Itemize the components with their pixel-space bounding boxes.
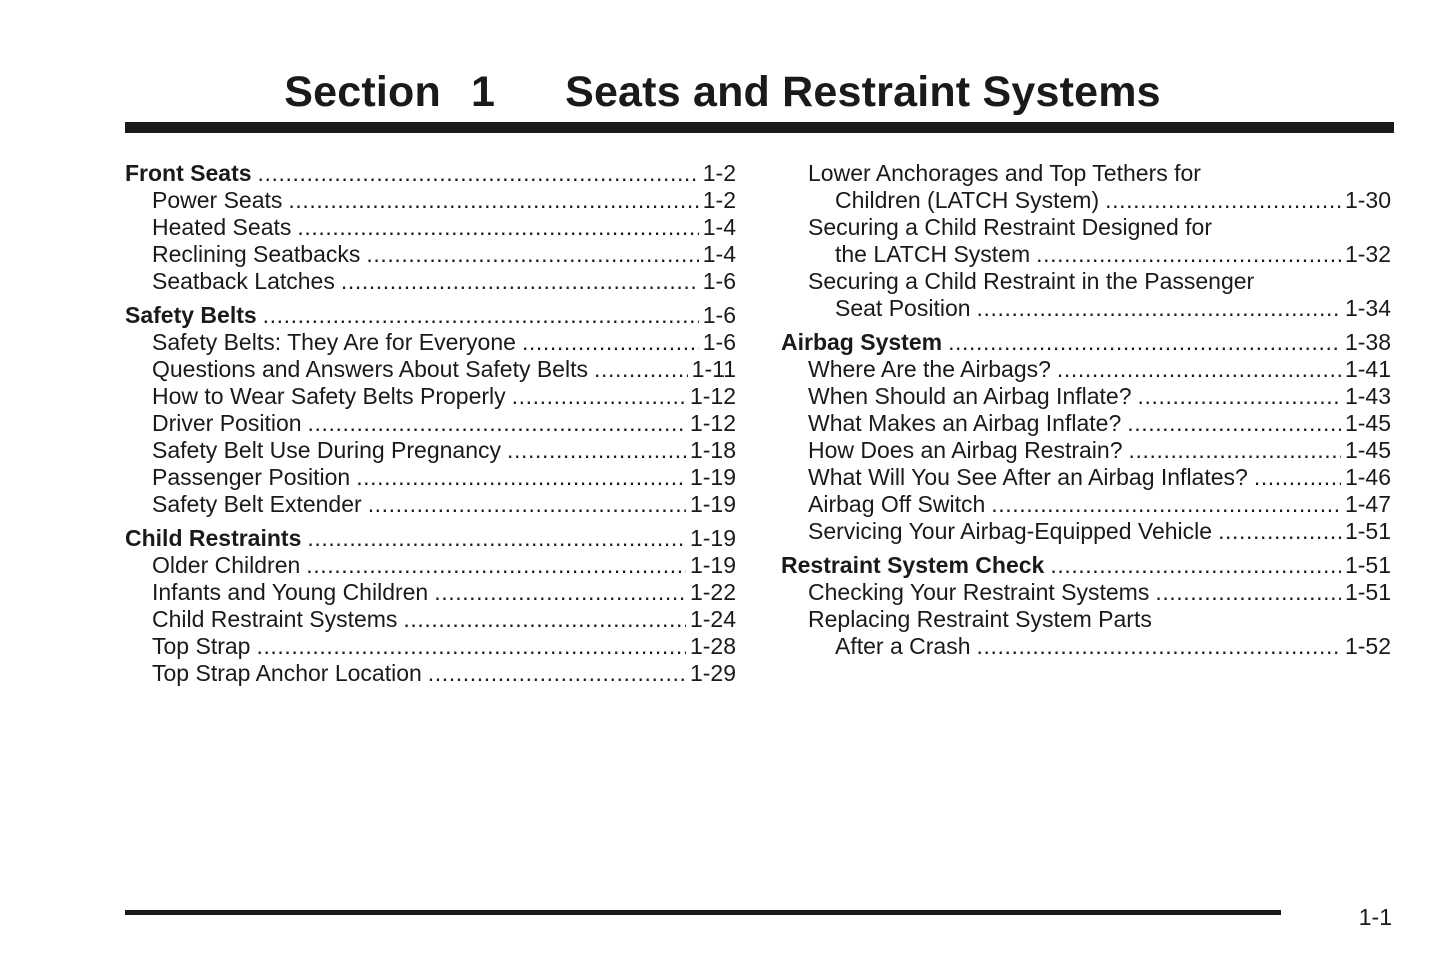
dot-leader: [434, 577, 686, 607]
dot-leader: [428, 658, 686, 688]
toc-page-ref: 1-4: [702, 214, 736, 240]
toc-entry-label: How Does an Airbag Restrain?: [808, 437, 1123, 463]
toc-heading-entry[interactable]: [125, 523, 736, 550]
dot-leader: [263, 300, 699, 330]
dot-leader: [306, 550, 686, 580]
toc-entry[interactable]: [125, 327, 736, 354]
toc-left-column: [125, 158, 736, 692]
toc-page-ref: 1-51: [1344, 579, 1391, 605]
dot-leader: [1218, 516, 1341, 546]
toc-section-restraint-system-check: [781, 550, 1391, 658]
toc-page-ref: 1-19: [689, 491, 736, 517]
toc-section-airbag-system: [781, 327, 1391, 543]
toc-page-ref: 1-34: [1344, 295, 1391, 321]
toc-entry[interactable]: [781, 462, 1391, 489]
toc-entry[interactable]: [125, 239, 736, 266]
toc-heading-entry[interactable]: [125, 158, 736, 185]
dot-leader: [991, 489, 1341, 519]
toc-page-ref: 1-51: [1344, 518, 1391, 544]
toc-entry-label: Securing a Child Restraint in the Passenger: [808, 268, 1255, 294]
toc-heading: Restraint System Check: [781, 552, 1045, 578]
toc-entry[interactable]: [125, 435, 736, 462]
dot-leader: [308, 408, 686, 438]
toc-entry-label: Heated Seats: [152, 214, 292, 240]
toc-page-ref: 1-2: [702, 187, 736, 213]
toc-entry[interactable]: [781, 516, 1391, 543]
dot-leader: [1129, 435, 1341, 465]
page-number: 1-1: [1358, 904, 1392, 930]
toc-page-ref: 1-45: [1344, 437, 1391, 463]
toc-entry-label: Top Strap Anchor Location: [152, 660, 422, 686]
toc-entry-label: Power Seats: [152, 187, 283, 213]
toc-heading: Front Seats: [125, 160, 252, 186]
toc-page-ref: 1-12: [689, 383, 736, 409]
toc-entry-label: Replacing Restraint System Parts: [808, 606, 1152, 632]
toc-entry-label: What Will You See After an Airbag Inflates?: [808, 464, 1248, 490]
toc-entry-label: Child Restraint Systems: [152, 606, 398, 632]
section-title: [0, 64, 1445, 120]
toc-entry-continuation[interactable]: [781, 239, 1391, 266]
toc-entry[interactable]: [125, 577, 736, 604]
dot-leader: [1155, 577, 1341, 607]
section-name: Seats and Restraint Systems: [565, 68, 1161, 116]
toc-entry[interactable]: [125, 354, 736, 381]
toc-section-safety-belts: [125, 300, 736, 516]
toc-page-ref: 1-52: [1344, 633, 1391, 659]
toc-heading: Airbag System: [781, 329, 943, 355]
toc-page-ref: 1-30: [1344, 187, 1391, 213]
toc-page-ref: 1-2: [702, 160, 736, 186]
toc-page-ref: 1-24: [689, 606, 736, 632]
toc-entry[interactable]: [125, 631, 736, 658]
toc-page-ref: 1-19: [689, 552, 736, 578]
toc-entry-label: Securing a Child Restraint Designed for: [808, 214, 1212, 240]
footer-rule: [125, 910, 1281, 915]
toc-entry-continuation[interactable]: [781, 185, 1391, 212]
toc-entry[interactable]: [781, 408, 1391, 435]
dot-leader: [356, 462, 686, 492]
toc-page-ref: 1-29: [689, 660, 736, 686]
toc-entry[interactable]: [125, 489, 736, 516]
toc-entry-first-line[interactable]: [781, 212, 1391, 239]
dot-leader: [948, 327, 1341, 357]
toc-entry-label: Safety Belts: They Are for Everyone: [152, 329, 516, 355]
toc-page-ref: 1-22: [689, 579, 736, 605]
title-rule: [125, 122, 1394, 133]
toc-entry-label: How to Wear Safety Belts Properly: [152, 383, 506, 409]
toc-entry[interactable]: [125, 658, 736, 685]
toc-entry[interactable]: [781, 381, 1391, 408]
toc-page-ref: 1-11: [691, 356, 736, 382]
toc-page-ref: 1-18: [689, 437, 736, 463]
dot-leader: [256, 631, 686, 661]
toc-page-ref: 1-32: [1344, 241, 1391, 267]
dot-leader: [297, 212, 698, 242]
toc-entry[interactable]: [781, 577, 1391, 604]
toc-entry[interactable]: [125, 266, 736, 293]
dot-leader: [1105, 185, 1341, 215]
toc-entry[interactable]: [125, 604, 736, 631]
toc-entry[interactable]: [125, 550, 736, 577]
toc-entry-label: Where Are the Airbags?: [808, 356, 1051, 382]
toc-entry-label: Airbag Off Switch: [808, 491, 986, 517]
section-word: Section: [284, 68, 441, 116]
toc-page-ref: 1-4: [702, 241, 736, 267]
toc-heading: Child Restraints: [125, 525, 302, 551]
toc-entry-label: the LATCH System: [835, 241, 1031, 267]
toc-entry-label: Older Children: [152, 552, 301, 578]
toc-page-ref: 1-28: [689, 633, 736, 659]
toc-entry-label: Seat Position: [835, 295, 971, 321]
dot-leader: [977, 293, 1341, 323]
toc-page-ref: 1-38: [1344, 329, 1391, 355]
toc-page-ref: 1-6: [702, 302, 736, 328]
dot-leader: [1057, 354, 1341, 384]
toc-entry-label: When Should an Airbag Inflate?: [808, 383, 1132, 409]
toc-section-front-seats: [125, 158, 736, 293]
dot-leader: [258, 158, 699, 188]
toc-entry-label: Children (LATCH System): [835, 187, 1100, 213]
toc-entry[interactable]: [781, 489, 1391, 516]
toc-entry-first-line[interactable]: [781, 604, 1391, 631]
toc-entry[interactable]: [125, 381, 736, 408]
dot-leader: [307, 523, 686, 553]
dot-leader: [507, 435, 686, 465]
toc-entry[interactable]: [125, 408, 736, 435]
toc-page-ref: 1-46: [1344, 464, 1391, 490]
toc-entry-label: Questions and Answers About Safety Belts: [152, 356, 588, 382]
toc-entry-label: Checking Your Restraint Systems: [808, 579, 1150, 605]
toc-entry-label: Top Strap: [152, 633, 251, 659]
toc-entry-label: Reclining Seatbacks: [152, 241, 361, 267]
toc-entry-first-line[interactable]: [781, 158, 1391, 185]
toc-page-ref: 1-6: [702, 329, 736, 355]
dot-leader: [977, 631, 1341, 661]
dot-leader: [1050, 550, 1341, 580]
dot-leader: [1036, 239, 1341, 269]
dot-leader: [403, 604, 686, 634]
toc-heading: Safety Belts: [125, 302, 257, 328]
toc-entry-label: Passenger Position: [152, 464, 351, 490]
toc-heading-entry[interactable]: [125, 300, 736, 327]
toc-entry-label: Safety Belt Use During Pregnancy: [152, 437, 502, 463]
toc-heading-entry[interactable]: [781, 550, 1391, 577]
toc-page-ref: 1-47: [1344, 491, 1391, 517]
toc-entry-label: Lower Anchorages and Top Tethers for: [808, 160, 1201, 186]
dot-leader: [594, 354, 688, 384]
toc-section-child-restraints: [125, 523, 736, 685]
toc-entry[interactable]: [781, 435, 1391, 462]
section-number: 1: [470, 68, 496, 116]
toc-page-ref: 1-45: [1344, 410, 1391, 436]
toc-entry-label: Servicing Your Airbag-Equipped Vehicle: [808, 518, 1213, 544]
dot-leader: [288, 185, 698, 215]
toc-entry-label: After a Crash: [835, 633, 971, 659]
toc-entry-label: Seatback Latches: [152, 268, 335, 294]
toc-entry-label: Infants and Young Children: [152, 579, 429, 605]
dot-leader: [522, 327, 699, 357]
toc-page-ref: 1-51: [1344, 552, 1391, 578]
toc-heading-entry[interactable]: [781, 327, 1391, 354]
toc-entry-first-line[interactable]: [781, 266, 1391, 293]
dot-leader: [366, 239, 698, 269]
dot-leader: [341, 266, 699, 296]
dot-leader: [368, 489, 686, 519]
toc-entry-label: Safety Belt Extender: [152, 491, 362, 517]
toc-section-child-restraints-continued: [781, 158, 1391, 320]
toc-page-ref: 1-19: [689, 464, 736, 490]
toc-right-column: [781, 158, 1391, 665]
toc-entry-continuation[interactable]: [781, 631, 1391, 658]
toc-entry-label: Driver Position: [152, 410, 302, 436]
toc-page-ref: 1-12: [689, 410, 736, 436]
dot-leader: [1138, 381, 1341, 411]
dot-leader: [1254, 462, 1341, 492]
toc-page-ref: 1-41: [1344, 356, 1391, 382]
toc-entry[interactable]: [125, 185, 736, 212]
toc-entry[interactable]: [125, 212, 736, 239]
toc-page-ref: 1-19: [689, 525, 736, 551]
dot-leader: [1127, 408, 1341, 438]
dot-leader: [512, 381, 686, 411]
toc-entry-label: What Makes an Airbag Inflate?: [808, 410, 1122, 436]
toc-entry[interactable]: [781, 354, 1391, 381]
toc-entry-continuation[interactable]: [781, 293, 1391, 320]
toc-entry[interactable]: [125, 462, 736, 489]
toc-page-ref: 1-43: [1344, 383, 1391, 409]
toc-page-ref: 1-6: [702, 268, 736, 294]
